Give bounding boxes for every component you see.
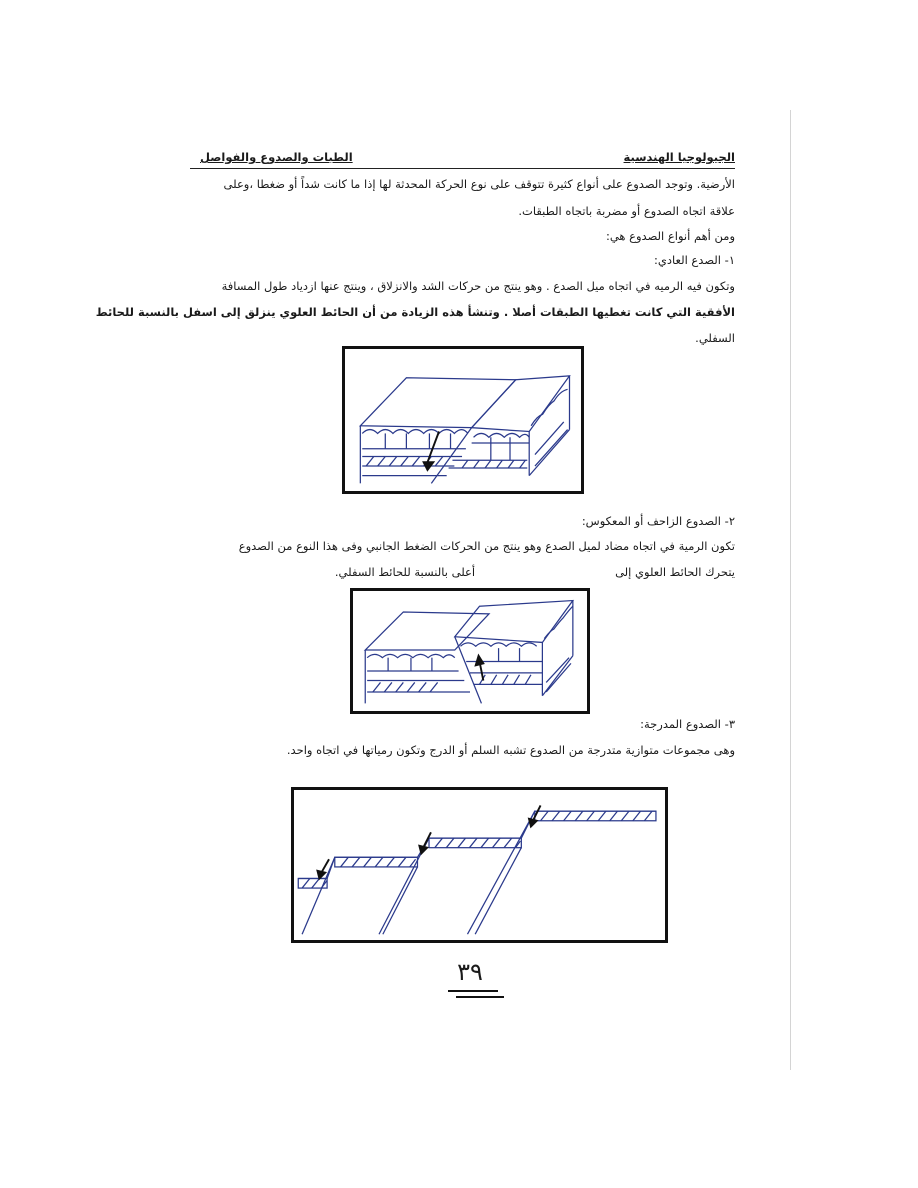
normal-fault-figure [342,346,584,494]
section-title-reverse-fault: ٢- الصدوع الزاحف أو المعكوس: [581,514,735,528]
paragraph-line [190,564,735,580]
paragraph-line: علاقة اتجاه الصدوع أو مضربة باتجاه الطبقات. [518,204,735,218]
page-edge-line [790,110,791,1070]
step-faults-figure [291,787,668,943]
paragraph-line-part: يتحرك الحائط العلوي إلى [615,565,735,579]
paragraph-line: وهى مجموعات متوازية متدرجة من الصدوع تشبه السلم أو الدرج وتكون رمياتها في اتجاه واحد. [286,743,735,757]
header-subject: الجيولوجيا الهندسية [623,150,735,164]
paragraph-line: الأفقية التي كانت تغطيها الطبقات أصلا . وتنشأ هذه الزيادة من أن الحائط العلوي ينزلق إلى اسفل بالنسبة للحائط [95,305,735,319]
section-title-normal-fault: ١- الصدع العادي: [654,253,735,267]
paragraph-line: الأرضية. وتوجد الصدوع على أنواع كثيرة تتوقف على نوع الحركة المحدثة لها إذا ما كانت شداً أو ضغطا ،وعلى [223,177,735,191]
reverse-fault-sketch [353,591,587,711]
section-title-step-faults: ٣- الصدوع المدرجة: [640,717,735,731]
paragraph-line: السفلي. [695,331,735,345]
paragraph-line-part: أعلى بالنسبة للحائط السفلي. [334,565,476,579]
page-number-underline [448,990,498,992]
header-chapter: الطبات والصدوع والفواصل [200,150,353,164]
normal-fault-sketch [345,349,581,491]
page-header [190,150,735,169]
page-number-underline [456,996,504,998]
page-number: ٣٩ [457,958,483,986]
paragraph-line: ومن أهم أنواع الصدوع هي: [605,229,735,243]
step-faults-sketch [294,790,665,940]
reverse-fault-figure [350,588,590,714]
paragraph-line: وتكون فيه الرميه في اتجاه ميل الصدع . وهو ينتج من حركات الشد والانزلاق ، وينتج عنها ازدياد طول المسافة [221,279,735,293]
paragraph-line: تكون الرمية في اتجاه مضاد لميل الصدع وهو ينتج من الحركات الضغط الجانبي وفى هذا النوع من الصدوع [238,539,735,553]
